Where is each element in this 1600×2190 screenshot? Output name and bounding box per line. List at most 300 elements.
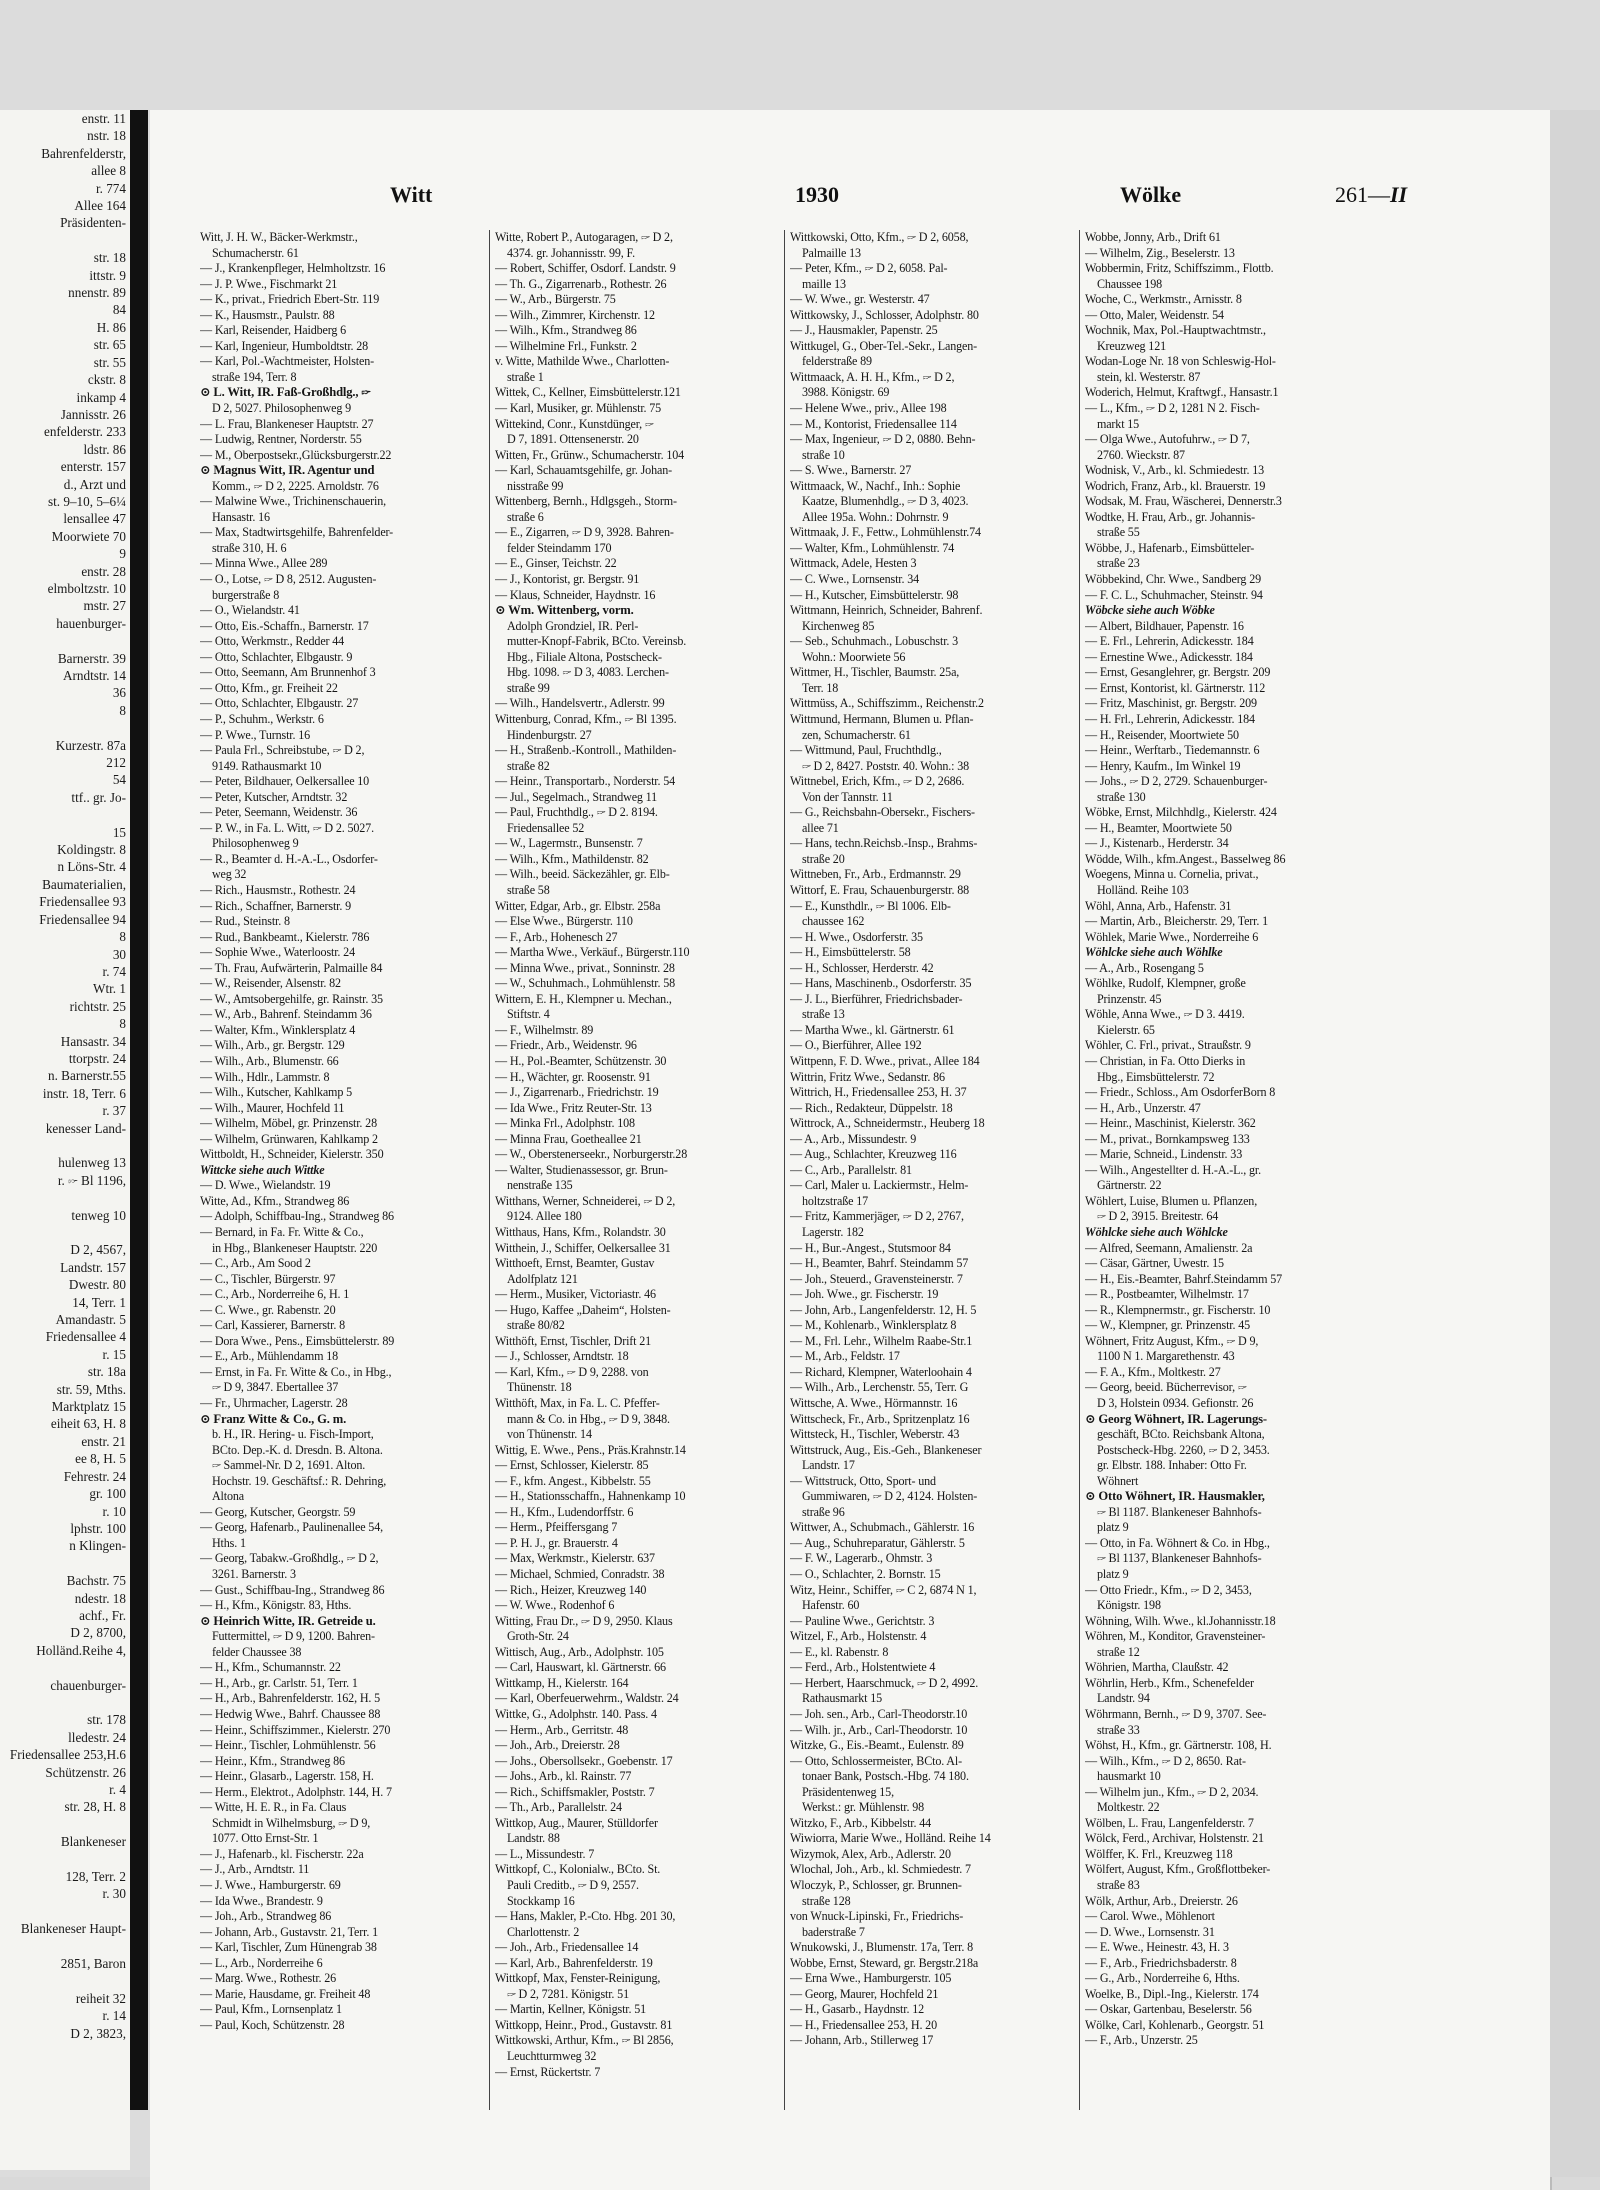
previous-page-line: r. 37 bbox=[102, 1103, 126, 1119]
column-divider bbox=[1079, 230, 1080, 2110]
directory-entry-line: 9149. Rathausmarkt 10 bbox=[200, 758, 322, 773]
directory-entry-line: straße 12 bbox=[1085, 1644, 1140, 1659]
previous-page-line: Friedensallee 94 bbox=[39, 911, 126, 927]
directory-entry-line: — Wilh. jr., Arb., Carl-Theodorstr. 10 bbox=[790, 1722, 968, 1737]
previous-page-line: Moorwiete 70 bbox=[51, 528, 126, 544]
directory-entry-line: Witthöft, Max, in Fa. L. C. Pfeffer- bbox=[495, 1396, 660, 1411]
directory-entry-line: — Peter, Bildhauer, Oelkersallee 10 bbox=[200, 774, 370, 789]
previous-page-line: achf., Fr. bbox=[79, 1607, 126, 1623]
directory-entry-line: — W., Arb., Bürgerstr. 75 bbox=[495, 292, 616, 307]
directory-entry-line: — Helene Wwe., priv., Allee 198 bbox=[790, 401, 947, 416]
directory-entry-line: 1077. Otto Ernst-Str. 1 bbox=[200, 1831, 319, 1846]
directory-entry-line: — Peter, Kutscher, Arndtstr. 32 bbox=[200, 789, 348, 804]
previous-page-line: 8 bbox=[119, 929, 126, 945]
directory-entry-line: Wittscheck, Fr., Arb., Spritzenplatz 16 bbox=[790, 1411, 970, 1426]
directory-entry-line: — S. Wwe., Barnerstr. 27 bbox=[790, 463, 912, 478]
directory-entry-line: straße 13 bbox=[790, 1007, 845, 1022]
previous-page-line: H. 86 bbox=[96, 319, 126, 335]
directory-entry-line: felder Chaussee 38 bbox=[200, 1644, 302, 1659]
directory-entry-line: Adolfplatz 121 bbox=[495, 1271, 578, 1286]
directory-entry-line: — G., Reichsbahn-Obersekr., Fischers- bbox=[790, 805, 975, 820]
directory-entry-line: — Rud., Bankbeamt., Kielerstr. 786 bbox=[200, 929, 370, 944]
running-head-year: 1930 bbox=[795, 182, 839, 207]
directory-entry-line: Wölfert, August, Kfm., Großflottbeker- bbox=[1085, 1862, 1271, 1877]
directory-entry-line: — H., Beamter, Moortwiete 50 bbox=[1085, 820, 1232, 835]
directory-entry-line: Witthein, J., Schiffer, Oelkersallee 31 bbox=[495, 1240, 671, 1255]
directory-entry-line: — H., Bur.-Angest., Stutsmoor 84 bbox=[790, 1240, 951, 1255]
directory-entry-line: — H., Kutscher, Eimsbüttelerstr. 98 bbox=[790, 587, 959, 602]
directory-entry-line: — Th., Arb., Parallelstr. 24 bbox=[495, 1800, 622, 1815]
previous-page-line: Fehrestr. 24 bbox=[63, 1468, 126, 1484]
directory-entry-line: Wöhnert bbox=[1085, 1473, 1139, 1488]
directory-entry-line: Prinzenstr. 45 bbox=[1085, 991, 1162, 1006]
previous-page-line: Allee 164 bbox=[74, 198, 126, 214]
directory-entry-line: Wittkopf, Max, Fenster-Reinigung, bbox=[495, 1971, 661, 1986]
directory-entry-line: Wittkugel, G., Ober-Tel.-Sekr., Langen- bbox=[790, 338, 978, 353]
directory-entry-line: — Th. G., Zigarrenarb., Rothestr. 26 bbox=[495, 276, 667, 291]
directory-entry-line: Wöbbekind, Chr. Wwe., Sandberg 29 bbox=[1085, 572, 1261, 587]
directory-entry-line: Wittmaack, W., Nachf., Inh.: Sophie bbox=[790, 478, 961, 493]
directory-entry-line: Witthoeft, Ernst, Beamter, Gustav bbox=[495, 1256, 655, 1271]
directory-entry-line: Witte, Ad., Kfm., Strandweg 86 bbox=[200, 1193, 350, 1208]
directory-entry-line: — Th. Frau, Aufwärterin, Palmaille 84 bbox=[200, 960, 383, 975]
directory-entry-line: — O., Bierführer, Allee 192 bbox=[790, 1038, 922, 1053]
directory-entry-line: Kaatze, Blumenhdlg., 🖙 D 3, 4023. bbox=[790, 494, 969, 509]
previous-page-line: d., Arzt und bbox=[63, 476, 126, 492]
previous-page-line: Hansastr. 34 bbox=[60, 1033, 126, 1049]
directory-entry-line: — Johann, Arb., Gustavstr. 21, Terr. 1 bbox=[200, 1924, 378, 1939]
directory-entry-line: Witt, J. H. W., Bäcker-Werkmstr., bbox=[200, 230, 358, 244]
directory-entry-line: — Cäsar, Gärtner, Uwestr. 15 bbox=[1085, 1256, 1224, 1271]
directory-entry-line: Wodnisk, V., Arb., kl. Schmiedestr. 13 bbox=[1085, 463, 1264, 478]
directory-entry-line: — P. Wwe., Turnstr. 16 bbox=[200, 727, 311, 742]
previous-page-line: r. 74 bbox=[102, 963, 126, 979]
directory-entry-line: Kirchenweg 85 bbox=[790, 618, 875, 633]
directory-entry-line: — H., Pol.-Beamter, Schützenstr. 30 bbox=[495, 1053, 667, 1068]
previous-page-line: 8 bbox=[119, 1016, 126, 1032]
directory-entry-line: Wittkamp, H., Kielerstr. 164 bbox=[495, 1675, 629, 1690]
directory-entry-line: 🖙 Sammel-Nr. D 2, 1691. Alton. bbox=[200, 1458, 366, 1473]
previous-page-line: n Klingen- bbox=[69, 1538, 126, 1554]
directory-entry-line: Wöhst, H., Kfm., gr. Gärtnerstr. 108, H. bbox=[1085, 1738, 1272, 1753]
previous-page-line bbox=[0, 1189, 130, 1206]
directory-entry-line: — O., Lotse, 🖙 D 8, 2512. Augusten- bbox=[200, 572, 377, 587]
column-1 bbox=[200, 230, 482, 2130]
previous-page-line: chauenburger- bbox=[50, 1677, 126, 1693]
previous-page-line: nstr. 18 bbox=[87, 128, 126, 144]
directory-entry-line: von Wnuck-Lipinski, Fr., Friedrichs- bbox=[790, 1909, 964, 1924]
directory-entry-line: Werkst.: gr. Mühlenstr. 98 bbox=[790, 1800, 925, 1815]
directory-entry-line: Wloczyk, P., Schlosser, gr. Brunnen- bbox=[790, 1877, 962, 1892]
directory-entry-line: — H., Kfm., Königstr. 83, Hths. bbox=[200, 1598, 352, 1613]
directory-entry-line: — Fritz, Kammerjäger, 🖙 D 2, 2767, bbox=[790, 1209, 964, 1224]
directory-entry-line: — H., Eis.-Beamter, Bahrf.Steindamm 57 bbox=[1085, 1271, 1283, 1286]
previous-page-line: 9 bbox=[119, 546, 126, 562]
previous-page-line: tenweg 10 bbox=[71, 1207, 126, 1223]
directory-entry-line: Wittekind, Conr., Kunstdünger, 🖙 bbox=[495, 416, 654, 431]
previous-page-line: st. 9–10, 5–6¼ bbox=[47, 493, 126, 509]
directory-entry-line: — Hans, techn.Reichsb.-Insp., Brahms- bbox=[790, 836, 978, 851]
directory-entry-line: — Albert, Bildhauer, Papenstr. 16 bbox=[1085, 618, 1244, 633]
directory-entry-line: — H., Arb., Unzerstr. 47 bbox=[1085, 1100, 1201, 1115]
directory-entry-line: Wobbe, Ernst, Steward, gr. Bergstr.218a bbox=[790, 1955, 979, 1970]
directory-entry-line: Wöhrlin, Herb., Kfm., Schenefelder bbox=[1085, 1675, 1254, 1690]
previous-page-line: enstr. 11 bbox=[81, 111, 126, 126]
directory-entry-line: Wittkowski, Otto, Kfm., 🖙 D 2, 6058, bbox=[790, 230, 969, 244]
previous-page-line: elmboltzstr. 10 bbox=[47, 580, 126, 596]
directory-entry-line: — Herm., Musiker, Victoriastr. 46 bbox=[495, 1287, 656, 1302]
directory-entry-line: burgerstraße 8 bbox=[200, 587, 280, 602]
directory-entry-line: straße 82 bbox=[495, 758, 550, 773]
directory-entry-line: Wölffer, K. Frl., Kreuzweg 118 bbox=[1085, 1846, 1233, 1861]
directory-entry-line: 3988. Königstr. 69 bbox=[790, 385, 890, 400]
directory-entry-line: — Max, Ingenieur, 🖙 D 2, 0880. Behn- bbox=[790, 432, 976, 447]
directory-entry-line: — Pauline Wwe., Gerichtstr. 3 bbox=[790, 1613, 935, 1628]
directory-entry-line: — W., Oberstenerseekr., Norburgerstr.28 bbox=[495, 1147, 688, 1162]
previous-page-line: Bachstr. 75 bbox=[66, 1573, 126, 1589]
directory-entry-line: Landstr. 17 bbox=[790, 1458, 855, 1473]
directory-entry-line: Gärtnerstr. 22 bbox=[1085, 1178, 1162, 1193]
directory-entry-line: — C. Wwe., gr. Rabenstr. 20 bbox=[200, 1302, 336, 1317]
previous-page-line: 84 bbox=[112, 302, 126, 318]
directory-entry-line: — Ferd., Arb., Holstentwiete 4 bbox=[790, 1660, 936, 1675]
directory-entry-line: Witzko, F., Arb., Kibbelstr. 44 bbox=[790, 1815, 932, 1830]
directory-entry-line: Futtermittel, 🖙 D 9, 1200. Bahren- bbox=[200, 1629, 375, 1644]
previous-page-line: 8 bbox=[119, 702, 126, 718]
directory-entry-line: — P. W., in Fa. L. Witt, 🖙 D 2. 5027. bbox=[200, 820, 374, 835]
previous-page-line: instr. 18, Terr. 6 bbox=[42, 1085, 126, 1101]
directory-entry-line: — Joh., Steuerd., Gravensteinerstr. 7 bbox=[790, 1271, 963, 1286]
directory-entry-line: Wittmann, Heinrich, Schneider, Bahrenf. bbox=[790, 603, 983, 618]
directory-entry-line: Holländ. Reihe 103 bbox=[1085, 882, 1189, 897]
previous-page-line: Friedensallee 4 bbox=[45, 1329, 126, 1345]
directory-entry-line: Wölben, L. Frau, Langenfelderstr. 7 bbox=[1085, 1815, 1254, 1830]
directory-entry-line: Wochnik, Max, Pol.-Hauptwachtmstr., bbox=[1085, 323, 1266, 338]
directory-entry-line: Wittneben, Fr., Arb., Erdmannstr. 29 bbox=[790, 867, 961, 882]
directory-entry-line: Wittrich, H., Friedensallee 253, H. 37 bbox=[790, 1085, 967, 1100]
directory-entry-line: Stiftstr. 4 bbox=[495, 1007, 550, 1022]
previous-page-line bbox=[0, 1938, 130, 1955]
directory-entry-line: — Hans, Maschinenb., Osdorferstr. 35 bbox=[790, 976, 972, 991]
previous-page-line: Marktplatz 15 bbox=[51, 1399, 126, 1415]
directory-entry-line: v. Witte, Mathilde Wwe., Charlotten- bbox=[495, 354, 670, 369]
directory-entry-line: in Hbg., Blankeneser Hauptstr. 220 bbox=[200, 1240, 378, 1255]
previous-page-line: ldstr. 86 bbox=[83, 441, 126, 457]
previous-page-line: Holländ.Reihe 4, bbox=[36, 1642, 126, 1658]
previous-page-line: 36 bbox=[112, 685, 126, 701]
directory-entry-line: straße 23 bbox=[1085, 556, 1140, 571]
directory-entry-line: — Minna Wwe., privat., Sonninstr. 28 bbox=[495, 960, 675, 975]
directory-entry-line: felder Steindamm 170 bbox=[495, 540, 612, 555]
directory-entry-line: — Wilh., Kfm., Mathildenstr. 82 bbox=[495, 851, 649, 866]
directory-entry-line: allee 71 bbox=[790, 820, 839, 835]
directory-entry-line: ⊙ Magnus Witt, IR. Agentur und bbox=[200, 463, 375, 478]
directory-entry-line: — Georg, Kutscher, Georgstr. 59 bbox=[200, 1504, 356, 1519]
directory-entry-line: Wiwiorra, Marie Wwe., Holländ. Reihe 14 bbox=[790, 1831, 991, 1846]
directory-entry-line: Wittboldt, H., Schneider, Kielerstr. 350 bbox=[200, 1147, 384, 1162]
directory-entry-line: — E., Kunsthdlr., 🖙 Bl 1006. Elb- bbox=[790, 898, 951, 913]
directory-entry-line: — Karl, Oberfeuerwehrm., Waldstr. 24 bbox=[495, 1691, 679, 1706]
directory-entry-line: — Martha Wwe., Verkäuf., Bürgerstr.110 bbox=[495, 945, 690, 960]
directory-entry-line: — Wilh., Arb., Blumenstr. 66 bbox=[200, 1053, 339, 1068]
previous-page-line: D 2, 4567, bbox=[70, 1242, 126, 1258]
directory-entry-line: — Wittstruck, Otto, Sport- und bbox=[790, 1473, 936, 1488]
directory-entry-line: — Johs., 🖙 D 2, 2729. Schauenburger- bbox=[1085, 774, 1268, 789]
page-header bbox=[200, 182, 1550, 216]
directory-entry-line: Wöhrmann, Bernh., 🖙 D 9, 3707. See- bbox=[1085, 1706, 1267, 1721]
directory-entry-line: Palmaille 13 bbox=[790, 245, 861, 260]
directory-entry-line: ⊙ Heinrich Witte, IR. Getreide u. bbox=[200, 1613, 376, 1628]
directory-entry-line: — C. Wwe., Lornsenstr. 34 bbox=[790, 572, 920, 587]
previous-page-line: Amandastr. 5 bbox=[55, 1312, 126, 1328]
directory-entry-line: — J. Wwe., Hamburgerstr. 69 bbox=[200, 1877, 341, 1892]
directory-entry-line: — E., kl. Rabenstr. 8 bbox=[790, 1644, 889, 1659]
directory-entry-line: D 2, 5027. Philosophenweg 9 bbox=[200, 401, 351, 416]
directory-entry-line: — Ernst, Gesanglehrer, gr. Bergstr. 209 bbox=[1085, 665, 1271, 680]
previous-page-line bbox=[0, 1972, 130, 1989]
column-divider bbox=[784, 230, 785, 2110]
previous-page-line: Barnerstr. 39 bbox=[57, 650, 126, 666]
directory-entry-line: nisstraße 99 bbox=[495, 478, 564, 493]
directory-entry-line: 3261. Barnerstr. 3 bbox=[200, 1567, 296, 1582]
directory-entry-line: — Wilh., Kfm., Strandweg 86 bbox=[495, 323, 637, 338]
directory-entry-line: Witter, Edgar, Arb., gr. Elbstr. 258a bbox=[495, 898, 661, 913]
directory-entry-line: Adolph Grondziel, IR. Perl- bbox=[495, 618, 639, 633]
directory-entry-line: Wöhrien, Martha, Claußstr. 42 bbox=[1085, 1660, 1229, 1675]
directory-entry-line: — L., Arb., Norderreihe 6 bbox=[200, 1955, 323, 1970]
directory-entry-line: — H., Kfm., Schumannstr. 22 bbox=[200, 1660, 341, 1675]
directory-entry-line: — Walter, Studienassessor, gr. Brun- bbox=[495, 1162, 668, 1177]
previous-page-line: 14, Terr. 1 bbox=[72, 1294, 126, 1310]
previous-page-line: r. 14 bbox=[102, 2008, 126, 2024]
directory-entry-line: — Max, Stadtwirtsgehilfe, Bahrenfelder- bbox=[200, 525, 394, 540]
directory-entry-line: Landstr. 88 bbox=[495, 1831, 560, 1846]
directory-entry-line: — Wilh., Kfm., 🖙 D 2, 8650. Rat- bbox=[1085, 1753, 1246, 1768]
running-head-left: Witt bbox=[390, 182, 433, 207]
directory-entry-line: felderstraße 89 bbox=[790, 354, 872, 369]
previous-page-line: eiheit 63, H. 8 bbox=[50, 1416, 126, 1432]
directory-entry-line: — Max, Werkmstr., Kielerstr. 637 bbox=[495, 1551, 655, 1566]
directory-entry-line: — H. Wwe., Osdorferstr. 35 bbox=[790, 929, 923, 944]
directory-entry-line: 🖙 D 2, 8427. Poststr. 40. Wohn.: 38 bbox=[790, 758, 969, 773]
previous-page-line: lensallee 47 bbox=[63, 511, 126, 527]
directory-entry-line: — Johs., Obersollsekr., Goebenstr. 17 bbox=[495, 1753, 673, 1768]
column-3 bbox=[790, 230, 1072, 2130]
directory-entry-line: — Heinr., Maschinist, Kielerstr. 362 bbox=[1085, 1116, 1256, 1131]
directory-entry-line: — Ludwig, Rentner, Norderstr. 55 bbox=[200, 432, 362, 447]
directory-entry-line: — Adolph, Schiffbau-Ing., Strandweg 86 bbox=[200, 1209, 394, 1224]
directory-entry-line: Von der Tannstr. 11 bbox=[790, 789, 893, 804]
directory-entry-line: — Herm., Arb., Gerritstr. 48 bbox=[495, 1722, 629, 1737]
directory-entry-line: — Georg, Maurer, Hochfeld 21 bbox=[790, 1986, 939, 2001]
directory-entry-line: — J., Kistenarb., Herderstr. 34 bbox=[1085, 836, 1229, 851]
directory-entry-line: — P. H. J., gr. Brauerstr. 4 bbox=[495, 1535, 618, 1550]
directory-entry-line: straße 96 bbox=[790, 1504, 845, 1519]
directory-entry-line: Wittern, E. H., Klempner u. Mechan., bbox=[495, 991, 672, 1006]
previous-page-line: Blankeneser bbox=[60, 1834, 126, 1850]
previous-page-line bbox=[0, 1851, 130, 1868]
directory-entry-line: — A., Arb., Rosengang 5 bbox=[1085, 960, 1204, 975]
directory-entry-line: — Johs., Arb., kl. Rainstr. 77 bbox=[495, 1769, 632, 1784]
previous-page-line: Kurzestr. 87a bbox=[55, 737, 126, 753]
previous-page-line: str. 55 bbox=[93, 354, 126, 370]
directory-entry-line: Wöhlek, Marie Wwe., Norderreihe 6 bbox=[1085, 929, 1259, 944]
directory-entry-line: Wittnebel, Erich, Kfm., 🖙 D 2, 2686. bbox=[790, 774, 965, 789]
directory-entry-line: straße 128 bbox=[790, 1893, 851, 1908]
directory-entry-line: Wittmund, Hermann, Blumen u. Pflan- bbox=[790, 711, 974, 726]
directory-entry-line: Witte, Robert P., Autogaragen, 🖙 D 2, bbox=[495, 230, 673, 244]
directory-entry-line: geschäft, BCto. Reichsbank Altona, bbox=[1085, 1427, 1265, 1442]
directory-page bbox=[150, 110, 1550, 2190]
directory-entry-line: D 3, Holstein 0934. Gefionstr. 26 bbox=[1085, 1396, 1254, 1411]
previous-page-line: 128, Terr. 2 bbox=[65, 1869, 126, 1885]
directory-entry-line: — E., Ginser, Teichstr. 22 bbox=[495, 556, 617, 571]
previous-page-line: nnenstr. 89 bbox=[68, 285, 126, 301]
directory-entry-line: — Georg, beeid. Bücherrevisor, 🖙 bbox=[1085, 1380, 1247, 1395]
directory-entry-line: — Rich., Schiffsmakler, Poststr. 7 bbox=[495, 1784, 655, 1799]
directory-entry-line: — Aug., Schuhreparatur, Gählerstr. 5 bbox=[790, 1535, 965, 1550]
directory-entry-line: Rathausmarkt 15 bbox=[790, 1691, 882, 1706]
previous-page-line: lledestr. 24 bbox=[68, 1729, 126, 1745]
directory-entry-line: straße 80/82 bbox=[495, 1318, 565, 1333]
directory-entry-line: — Otto, Schlossermeister, BCto. Al- bbox=[790, 1753, 962, 1768]
directory-entry-line: Wittpenn, F. D. Wwe., privat., Allee 184 bbox=[790, 1053, 980, 1068]
previous-page-line: Schützenstr. 26 bbox=[45, 1764, 126, 1780]
directory-entry-line: straße 6 bbox=[495, 509, 544, 524]
directory-entry-line: — Carol. Wwe., Möhlenort bbox=[1085, 1909, 1215, 1924]
previous-page-line: 212 bbox=[106, 755, 126, 771]
directory-entry-line: — J. P. Wwe., Fischmarkt 21 bbox=[200, 276, 338, 291]
directory-entry-line: — Jul., Segelmach., Strandweg 11 bbox=[495, 789, 658, 804]
directory-entry-line: Woche, C., Werkmstr., Arnisstr. 8 bbox=[1085, 292, 1242, 307]
directory-entry-line: — Erna Wwe., Hamburgerstr. 105 bbox=[790, 1971, 952, 1986]
directory-entry-line: — Otto, Werkmstr., Redder 44 bbox=[200, 634, 345, 649]
directory-entry-line: ⊙ L. Witt, IR. Faß-Großhdlg., 🖙 bbox=[200, 385, 371, 400]
directory-entry-line: — Gust., Schiffbau-Ing., Strandweg 86 bbox=[200, 1582, 385, 1597]
directory-entry-line: Komm., 🖙 D 2, 2225. Arnoldstr. 76 bbox=[200, 478, 379, 493]
directory-entry-line: — Wilhelmine Frl., Funkstr. 2 bbox=[495, 338, 637, 353]
directory-entry-line: straße 20 bbox=[790, 851, 845, 866]
directory-entry-line: — Herm., Pfeiffersgang 7 bbox=[495, 1520, 618, 1535]
directory-entry-line: Wodsak, M. Frau, Wäscherei, Dennerstr.3 bbox=[1085, 494, 1282, 509]
directory-entry-line: — Ida Wwe., Brandestr. 9 bbox=[200, 1893, 323, 1908]
directory-entry-line: — Joh., Arb., Strandweg 86 bbox=[200, 1909, 332, 1924]
directory-entry-line: — Otto Friedr., Kfm., 🖙 D 2, 3453, bbox=[1085, 1582, 1252, 1597]
directory-entry-line: Wittsche, A. Wwe., Hörmannstr. 16 bbox=[790, 1396, 958, 1411]
directory-entry-line: — Otto, Maler, Weidenstr. 54 bbox=[1085, 307, 1224, 322]
previous-page-line: Wtr. 1 bbox=[93, 981, 126, 997]
directory-entry-line: — H. Frl., Lehrerin, Adickesstr. 184 bbox=[1085, 711, 1255, 726]
directory-entry-line: — R., Klempnermstr., gr. Fischerstr. 10 bbox=[1085, 1302, 1271, 1317]
directory-entry-line: — O., Wielandstr. 41 bbox=[200, 603, 300, 618]
directory-entry-line: — F. W., Lagerarb., Ohmstr. 3 bbox=[790, 1551, 933, 1566]
directory-entry-line: Witzel, F., Arb., Holstenstr. 4 bbox=[790, 1629, 927, 1644]
directory-entry-line: Wittrin, Fritz Wwe., Sedanstr. 86 bbox=[790, 1069, 945, 1084]
previous-page-line bbox=[0, 1224, 130, 1241]
directory-entry-line: Postscheck-Hbg. 2260, 🖙 D 2, 3453. bbox=[1085, 1442, 1270, 1457]
previous-page-line: enstr. 28 bbox=[81, 563, 126, 579]
directory-entry-line: — Heinr., Werftarb., Tiedemannstr. 6 bbox=[1085, 743, 1260, 758]
directory-entry-line: — O., Schlachter, 2. Bornstr. 15 bbox=[790, 1567, 941, 1582]
directory-entry-line: — Carl, Kassierer, Barnerstr. 8 bbox=[200, 1318, 345, 1333]
directory-entry-line: ⊙ Franz Witte & Co., G. m. bbox=[200, 1411, 347, 1426]
directory-entry-line: Hths. 1 bbox=[200, 1535, 246, 1550]
directory-entry-line: 9124. Allee 180 bbox=[495, 1209, 582, 1224]
directory-entry-line: — Wilhelm jun., Kfm., 🖙 D 2, 2034. bbox=[1085, 1784, 1259, 1799]
directory-entry-line: straße 10 bbox=[790, 447, 845, 462]
directory-entry-line: Wittenberg, Bernh., Hdlgsgeh., Storm- bbox=[495, 494, 677, 509]
column-4 bbox=[1085, 230, 1367, 2130]
directory-entry-line: — John, Arb., Langenfelderstr. 12, H. 5 bbox=[790, 1302, 977, 1317]
directory-entry-line: straße 83 bbox=[1085, 1877, 1140, 1892]
previous-page-line: hulenweg 13 bbox=[58, 1155, 126, 1171]
directory-entry-line: Stockkamp 16 bbox=[495, 1893, 575, 1908]
previous-page-line bbox=[0, 1816, 130, 1833]
directory-entry-line: Wöhler, C. Frl., privat., Straußstr. 9 bbox=[1085, 1038, 1251, 1053]
directory-entry-line: Wöhlke, Rudolf, Klempner, große bbox=[1085, 976, 1246, 991]
previous-page-line: r. 4 bbox=[109, 1782, 126, 1797]
previous-page-line bbox=[0, 1659, 130, 1676]
directory-entry-line: Woegens, Minna u. Cornelia, privat., bbox=[1085, 867, 1259, 882]
directory-entry-line: — R., Postbeamter, Wilhelmstr. 17 bbox=[1085, 1287, 1249, 1302]
directory-entry-line: — Wilh., Angestellter d. H.-A.-L., gr. bbox=[1085, 1162, 1261, 1177]
directory-entry-line: — D. Wwe., Wielandstr. 19 bbox=[200, 1178, 331, 1193]
directory-entry-line: Terr. 18 bbox=[790, 680, 839, 695]
directory-entry-line: — Sophie Wwe., Waterloostr. 24 bbox=[200, 945, 355, 960]
directory-entry-line: — F., kfm. Angest., Kibbelstr. 55 bbox=[495, 1473, 651, 1488]
directory-entry-line: Wölck, Ferd., Archivar, Holstenstr. 21 bbox=[1085, 1831, 1264, 1846]
directory-entry-line: Kreuzweg 121 bbox=[1085, 338, 1166, 353]
directory-entry-line: Wöhl, Anna, Arb., Hafenstr. 31 bbox=[1085, 898, 1232, 913]
directory-entry-line: — D. Wwe., Lornsenstr. 31 bbox=[1085, 1924, 1215, 1939]
directory-entry-line: — Heinr., Tischler, Lohmühlenstr. 56 bbox=[200, 1738, 376, 1753]
previous-page-line: r. 10 bbox=[102, 1503, 126, 1519]
directory-entry-line: Witz, Heinr., Schiffer, 🖙 C 2, 6874 N 1, bbox=[790, 1582, 977, 1597]
directory-entry-line: — E., Zigarren, 🖙 D 9, 3928. Bahren- bbox=[495, 525, 674, 540]
directory-entry-line: Wittkowsky, J., Schlosser, Adolphstr. 80 bbox=[790, 307, 979, 322]
directory-entry-line: b. H., IR. Hering- u. Fisch-Import, bbox=[200, 1427, 374, 1442]
directory-entry-line: — Ernst, Schlosser, Kielerstr. 85 bbox=[495, 1458, 649, 1473]
directory-entry-line: — Ernst, in Fa. Fr. Witte & Co., in Hbg., bbox=[200, 1364, 392, 1379]
directory-entry-line: — L., Kfm., 🖙 D 2, 1281 N 2. Fisch- bbox=[1085, 401, 1260, 416]
directory-entry-line: — Karl, Arb., Bahrenfelderstr. 19 bbox=[495, 1955, 653, 1970]
previous-page-line: mstr. 27 bbox=[83, 598, 126, 614]
directory-entry-line: — Richard, Klempner, Waterloohain 4 bbox=[790, 1364, 972, 1379]
directory-entry-line: Gummiwaren, 🖙 D 2, 4124. Holsten- bbox=[790, 1489, 978, 1504]
scan-margin-right bbox=[1550, 110, 1600, 2177]
directory-entry-line: straße 310, H. 6 bbox=[200, 540, 287, 555]
directory-entry-line: Hochstr. 19. Geschäftsf.: R. Dehring, bbox=[200, 1473, 387, 1488]
directory-entry-line: — Dora Wwe., Pens., Eimsbüttelerstr. 89 bbox=[200, 1333, 395, 1348]
directory-entry-line: 🖙 D 2, 3915. Breitestr. 64 bbox=[1085, 1209, 1219, 1224]
previous-page-line bbox=[0, 232, 130, 249]
directory-entry-line: Wittmaak, J. F., Fettw., Lohmühlenstr.74 bbox=[790, 525, 981, 540]
directory-entry-line: — Aug., Schlachter, Kreuzweg 116 bbox=[790, 1147, 957, 1162]
directory-entry-line: — M., Oberpostsekr.,Glücksburgerstr.22 bbox=[200, 447, 392, 462]
previous-page-line: enstr. 21 bbox=[81, 1433, 126, 1449]
directory-entry-line: nenstraße 135 bbox=[495, 1178, 573, 1193]
directory-entry-line: Wittrock, A., Schneidermstr., Heuberg 18 bbox=[790, 1116, 985, 1131]
previous-page-line: Jannisstr. 26 bbox=[60, 406, 126, 422]
directory-entry-line: Wittstruck, Aug., Eis.-Geh., Blankeneser bbox=[790, 1442, 982, 1457]
directory-entry-line: — J., Kontorist, gr. Bergstr. 91 bbox=[495, 572, 640, 587]
directory-entry-line: — H., Eimsbüttelerstr. 58 bbox=[790, 945, 911, 960]
directory-entry-line: — Otto, Eis.-Schaffn., Barnerstr. 17 bbox=[200, 618, 369, 633]
directory-entry-line: — Karl, Kfm., 🖙 D 9, 2288. von bbox=[495, 1364, 649, 1379]
previous-page-line: 2851, Baron bbox=[60, 1956, 126, 1972]
previous-page-line: ttf.. gr. Jo- bbox=[71, 789, 126, 805]
previous-page-line: str. 59, Mths. bbox=[56, 1381, 126, 1397]
